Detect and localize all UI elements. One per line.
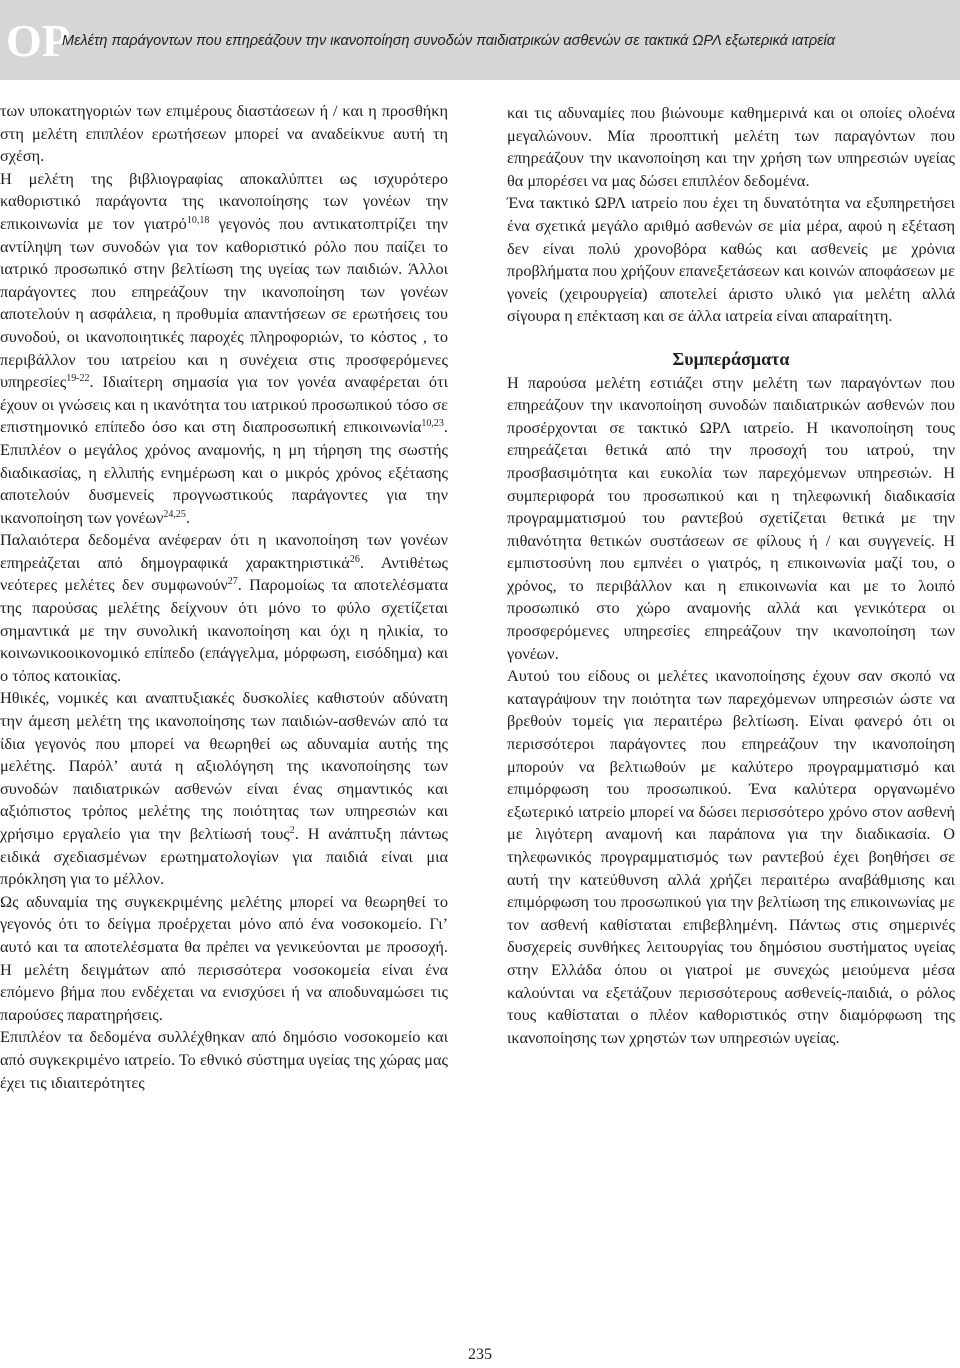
page-number: 235	[468, 1346, 492, 1363]
svg-text:ΟΡ: ΟΡ	[6, 15, 70, 66]
paragraph: Ηθικές, νομικές και αναπτυξιακές δυσκολίες καθιστούν αδύνατη την άμεση μελέτη της ικανοποίησης των παιδιών-ασθενών από τα ίδια γεγονός που μπορεί να θεωρηθεί ως αδυναμία αυτής της μελέτης. Παρόλ’ αυτά η αξιολόγηση της ικανοποίησης των συνοδών παιδιατρικών ασθενών είναι ένας σημαντικός και αξιόπιστος τρόπος μελέτης της ποιότητας των υπηρεσιών και χρήσιμο εργαλείο για την βελτίωσή τους$^2$. Η ανάπτυξη πάντως ειδικά σχεδιασμένων ερωτηματολογίων για παιδιά είναι μια πρόκληση για το μέλλον.	[0, 688, 448, 889]
citation: 10,23	[421, 418, 444, 430]
paragraph: Η παρούσα μελέτη εστιάζει στην μελέτη των παραγόντων που επηρεάζουν την ικανοποίηση συνοδών παιδιατρικών ασθενών που προσέρχονται σε τακτικό ΩΡΛ ιατρείο. Η ικανοποίηση τους επηρεάζεται θετικά από την προσοχή του ιατρού, την προσβασιμότητα και ευκολία των παρεχόμενων υπηρεσιών. Η συμπεριφορά του προσωπικού και η τηλεφωνική διαδικασία προγραμματισμού του ραντεβού σχετίζεται θετικά με την πιθανότητα θετικών συστάσεων σε φίλους ή / και συγγενείς. Η εμπιστοσύνη που εμπνέει ο γιατρός, η επικοινωνία μαζί του, ο χρόνος, το περιβάλλον και η επικοινωνία και με το λοιπό προσωπικό στο χώρο αναμονής αλλά και γενικότερα οι προσφερόμενες υπηρεσίες επηρεάζουν την ικανοποίηση των γονέων.	[507, 372, 955, 663]
paragraph: Παλαιότερα δεδομένα ανέφεραν ότι η ικανοποίηση των γονέων επηρεάζεται από δημογραφικά χαρακτηριστικά$^{26}$. Αντιθέτως νεότερες μελέτες δεν συμφωνούν$^{27}$. Παρομοίως τα αποτελέσματα της παρούσας μελέτης δείχνουν ότι μόνο το φύλο σχετίζεται σημαντικά με την συνολική ικανοποίηση και όχι η ηλικία, το κοινωνικοοικονομικό επίπεδο (επάγγελμα, μόρφωση, εισόδημα) και ο τόπος κατοικίας.	[0, 530, 448, 685]
paragraph: και τις αδυναμίες που βιώνουμε καθημερινά και οι οποίες ολοένα μεγαλώνουν. Μία προοπτική μελέτη των παραγόντων που επηρεάζουν την ικανοποίηση και την χρήση των υπηρεσιών υγείας θα μπορέσει να μας δώσει επιπλέον δεδομένα.	[507, 103, 955, 190]
paragraph: Αυτού του είδους οι μελέτες ικανοποίησης έχουν σαν σκοπό να καταγράψουν την ποιότητα των παρεχόμενων υπηρεσιών ώστε να βρεθούν τομείς για περαιτέρω βελτίωση. Είναι φανερό ότι οι περισσότεροι παράγοντες που επηρεάζουν την ικανοποίηση μπορούν να βελτιωθούν με καλύτερο προγραμματισμό και επιμόρφωση του προσωπικού. Ένα καλύτερα οργανωμένο εξωτερικό ιατρείο μπορεί να δώσει περισσότερο χρόνο στον ασθενή με λιγότερη αναμονή και παράπονα για την διαδικασία. Ο τηλεφωνικός προγραμματισμός των ραντεβού έχει βοηθήσει σε αυτή την κατεύθυνση αλλά χρήζει περαιτέρω αναβάθμισης και επιμόρφωση του προσωπικού για την βελτίωση της επικοινωνίας με τον ασθενή καθίσταται επιβεβλημένη. Πάντως στις σημερινές δυσχερείς συνθήκες λειτουργίας του δημόσιου συστήματος υγείας στην Ελλάδα όπου οι γιατροί με συνεχώς μειούμενα μέσα καλούνται να εξετάζουν περισσότερους ασθενείς-παιδιά, ο ρόλος τους καθίσταται ο πλέον καθοριστικός στην διαμόρφωση της ικανοποίησης των χρηστών των υπηρεσιών υγείας.	[507, 666, 955, 1047]
journal-logo-icon	[2, 4, 70, 74]
section-heading-conclusions: Συμπεράσματα	[672, 348, 790, 369]
citation: 19-22	[66, 373, 90, 385]
paragraph: Ως αδυναμία της συγκεκριμένης μελέτης μπορεί να θεωρηθεί το γεγονός ότι το δείγμα προέρχεται μόνο από ένα νοσοκομείο. Γι’ αυτό και τα αποτελέσματα θα πρέπει να γενικεύονται με προσοχή. Η μελέτη δειγμάτων από περισσότερα νοσοκομεία είναι ένα επόμενο βήμα που ενδέχεται να ενισχύσει ή να αποδυναμώσει τις παρούσες παρατηρήσεις.	[0, 891, 448, 1024]
paragraph: των υποκατηγοριών των επιμέρους διαστάσεων ή / και η προσθήκη στη μελέτη επιπλέον ερωτήσεων μπορεί να αναδείκνυε αυτή τη σχέση.	[0, 101, 448, 166]
paragraph: Η μελέτη της βιβλιογραφίας αποκαλύπτει ως ισχυρότερο καθοριστικό παράγοντα της ικανοποίησης των γονέων την επικοινωνία με τον γιατρό$^{10,18}$ γεγονός που αντικατοπτρίζει την αντίληψη των συνοδών για τον καθοριστικό ρόλο που παίζει το ιατρικό προσωπικό στην βελτίωση της υγείας των παιδιών. Άλλοι παράγοντες που επηρεάζουν την ικανοποίηση των γονέων αποτελούν η ασφάλεια, η προθυμία απαντήσεων σε ερωτήσεις του συνοδού, οι ικανοποιητικές παροχές πληροφοριών, το κόστος , το περιβάλλον του ιατρείου και η συνέχεια στις προσφερόμενες υπηρεσίες$^{19-22}$. Ιδιαίτερη σημασία για τον γονέα αναφέρεται ότι έχουν οι γνώσεις και η ικανότητα του ιατρικού προσωπικού τόσο σε επιστημονικό επίπεδο όσο και στη διαπροσωπική επικοινωνία$^{10,23}$. Επιπλέον ο μεγάλος χρόνος αναμονής, η μη τήρηση της σωστής διαδικασίας, η ελλιπής ενημέρωση και ο μικρός χρόνος εξέτασης αποτελούν δυσμενείς προγνωστικούς παράγοντες για την ικανοποίηση των γονέων$^{24,25}$.	[0, 168, 449, 527]
left-column	[0, 100, 448, 1094]
citation: 10,18	[186, 214, 210, 226]
right-column	[507, 102, 955, 1049]
citation: 26	[349, 553, 360, 565]
page-header	[0, 0, 960, 80]
citation: 27	[227, 576, 238, 588]
citation: 24,25	[163, 508, 186, 520]
paragraph: Επιπλέον τα δεδομένα συλλέχθηκαν από δημόσιο νοσοκομείο και από συγκεκριμένο ιατρείο. Το εθνικό σύστημα υγείας της χώρας μας έχει τις ιδιαιτερότητες	[0, 1027, 448, 1092]
citation: 2	[289, 825, 295, 836]
running-title: Μελέτη παράγοντων που επηρεάζουν την ικανοποίηση συνοδών παιδιατρικών ασθενών σε τακτικά ΩΡΛ εξωτερικά ιατρεία	[62, 33, 836, 49]
paragraph: Ένα τακτικό ΩΡΛ ιατρείο που έχει τη δυνατότητα να εξυπηρετήσει ένα σχετικά μεγάλο αριθμό ασθενών σε μία μέρα, αφού η εξέταση δεν είναι πολύ χρονοβόρα καθώς και ασθενείς με χρόνια προβλήματα που χρήζουν επανεξετάσεων και κοινών αποφάσεων με γονείς (χειρουργεία) αποτελεί άριστο υλικό για μελέτη αλλά σίγουρα η επέκταση και σε άλλα ιατρεία είναι απαραίτητη.	[507, 193, 955, 326]
